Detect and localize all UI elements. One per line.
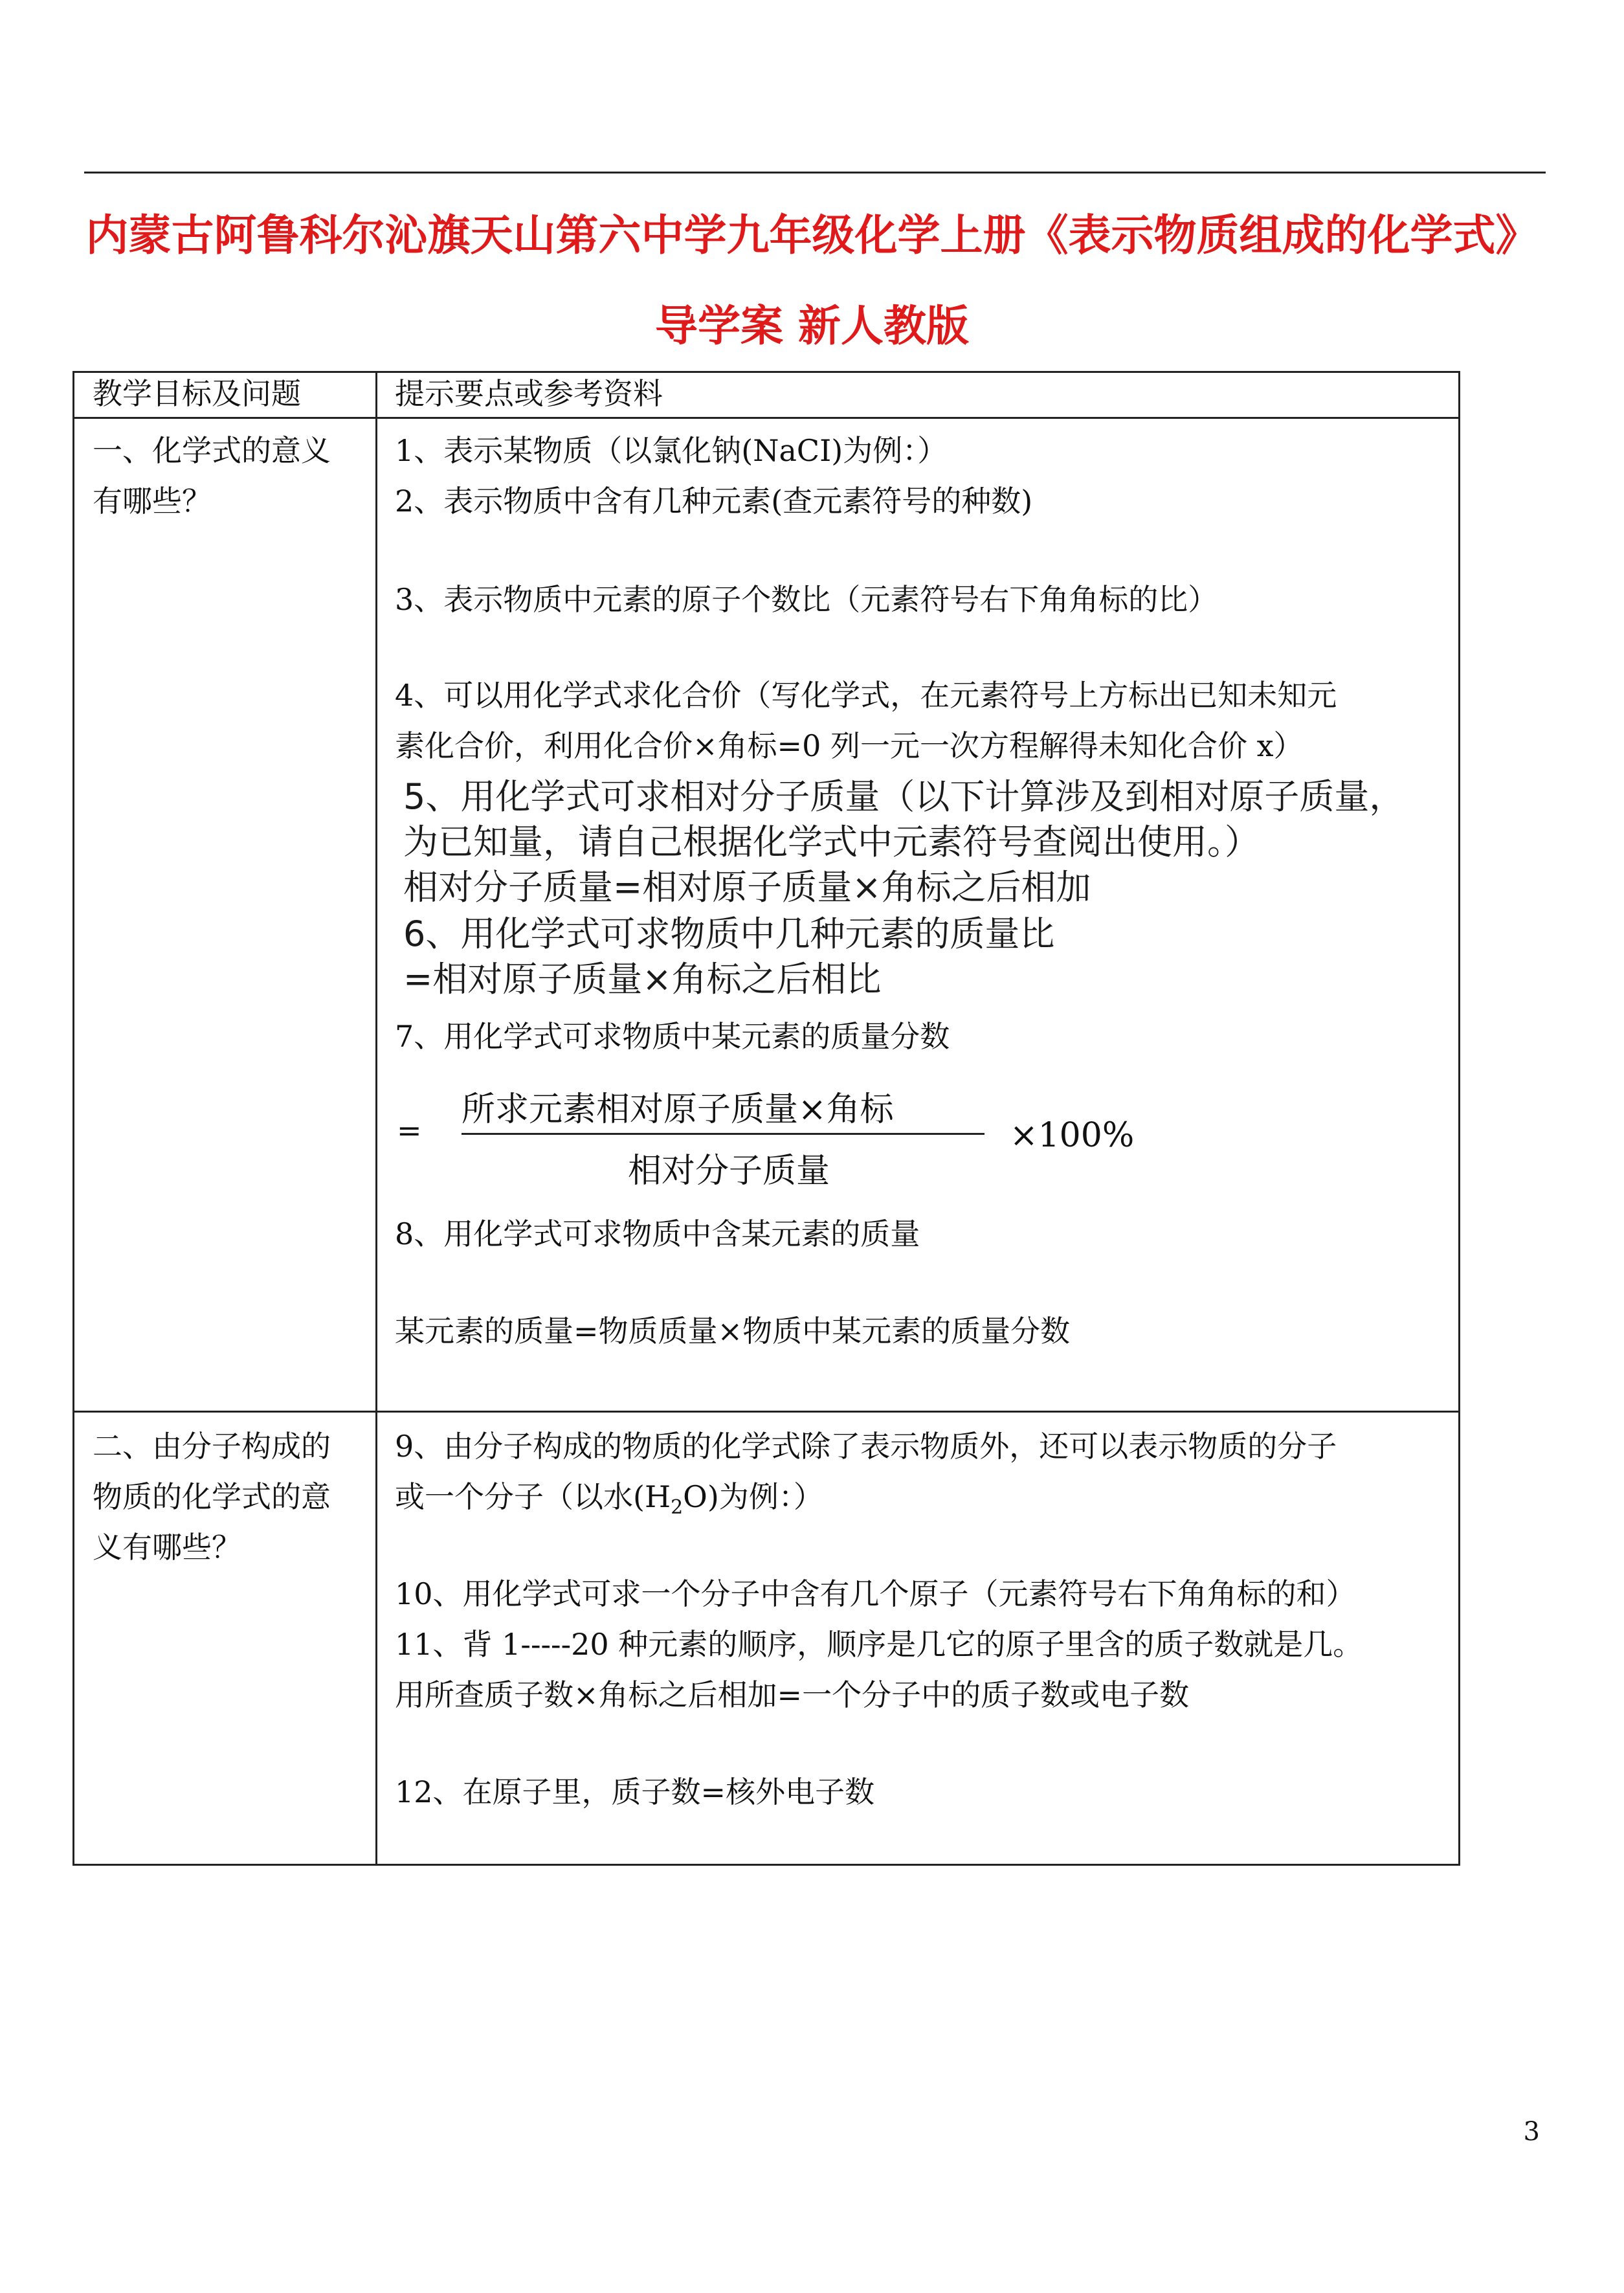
item-6-line1: 6、用化学式可求物质中几种元素的质量比 [403,913,1055,954]
formula-numerator: 所求元素相对原子质量×角标 [462,1090,894,1129]
item-5-line3: 相对分子质量=相对原子质量×角标之后相加 [403,867,1091,908]
item-4-line2: 素化合价，利用化合价×角标=0 列一元一次方程解得未知化合价 x） [395,728,1304,763]
formula-fraction-bar [462,1133,984,1135]
column-divider [375,373,377,1864]
section-divider [74,1411,1458,1413]
item-5-line1: 5、用化学式可求相对分子质量（以下计算涉及到相对原子质量， [403,776,1405,817]
item-11-line1: 11、背 1-----20 种元素的顺序，顺序是几它的原子里含的质子数就是几。 [395,1627,1363,1662]
section2-question-line2: 物质的化学式的意 [93,1479,331,1514]
section1-question-line1: 一、化学式的意义 [93,433,331,468]
item-9-line1: 9、由分子构成的物质的化学式除了表示物质外，还可以表示物质的分子 [395,1429,1337,1464]
item-3: 3、表示物质中元素的原子个数比（元素符号右下角角标的比） [395,582,1218,617]
formula-factor: ×100% [1010,1116,1135,1155]
section2-question-line3: 义有哪些？ [93,1530,241,1565]
item-8-formula: 某元素的质量=物质质量×物质中某元素的质量分数 [395,1314,1071,1348]
header-cell-hints: 提示要点或参考资料 [395,376,663,411]
item-12: 12、在原子里，质子数=核外电子数 [395,1774,875,1809]
formula-equals: = [397,1113,422,1148]
header-rule [84,172,1546,173]
header-cell-goals: 教学目标及问题 [93,376,301,411]
page-number: 3 [1523,2117,1540,2147]
item-11-line2: 用所查质子数×角标之后相加=一个分子中的质子数或电子数 [395,1677,1190,1712]
section1-question-line2: 有哪些？ [93,484,212,519]
item-1: 1、表示某物质（以氯化钠(NaCI)为例：） [395,433,948,468]
item-5-line2: 为已知量，请自己根据化学式中元素符号查阅出使用。） [403,822,1260,862]
item-2: 2、表示物质中含有几种元素(查元素符号的种数) [395,484,1033,519]
document-title-line2: 导学案 新人教版 [655,301,969,351]
section2-question-line1: 二、由分子构成的 [93,1429,331,1464]
document-title-line1: 内蒙古阿鲁科尔沁旗天山第六中学九年级化学上册《表示物质组成的化学式》 [85,210,1539,260]
item-7: 7、用化学式可求物质中某元素的质量分数 [395,1019,950,1054]
item-6-line2: =相对原子质量×角标之后相比 [403,959,882,1000]
item-9-line2: 或一个分子（以水$(H_2O)$为例：） [395,1479,823,1519]
item-4-line1: 4、可以用化学式求化合价（写化学式，在元素符号上方标出已知未知元 [395,678,1337,713]
formula-denominator: 相对分子质量 [628,1152,830,1191]
item-10: 10、用化学式可求一个分子中含有几个原子（元素符号右下角角标的和） [395,1576,1356,1611]
item-8: 8、用化学式可求物质中含某元素的质量 [395,1216,920,1251]
guide-table [72,371,1460,1866]
